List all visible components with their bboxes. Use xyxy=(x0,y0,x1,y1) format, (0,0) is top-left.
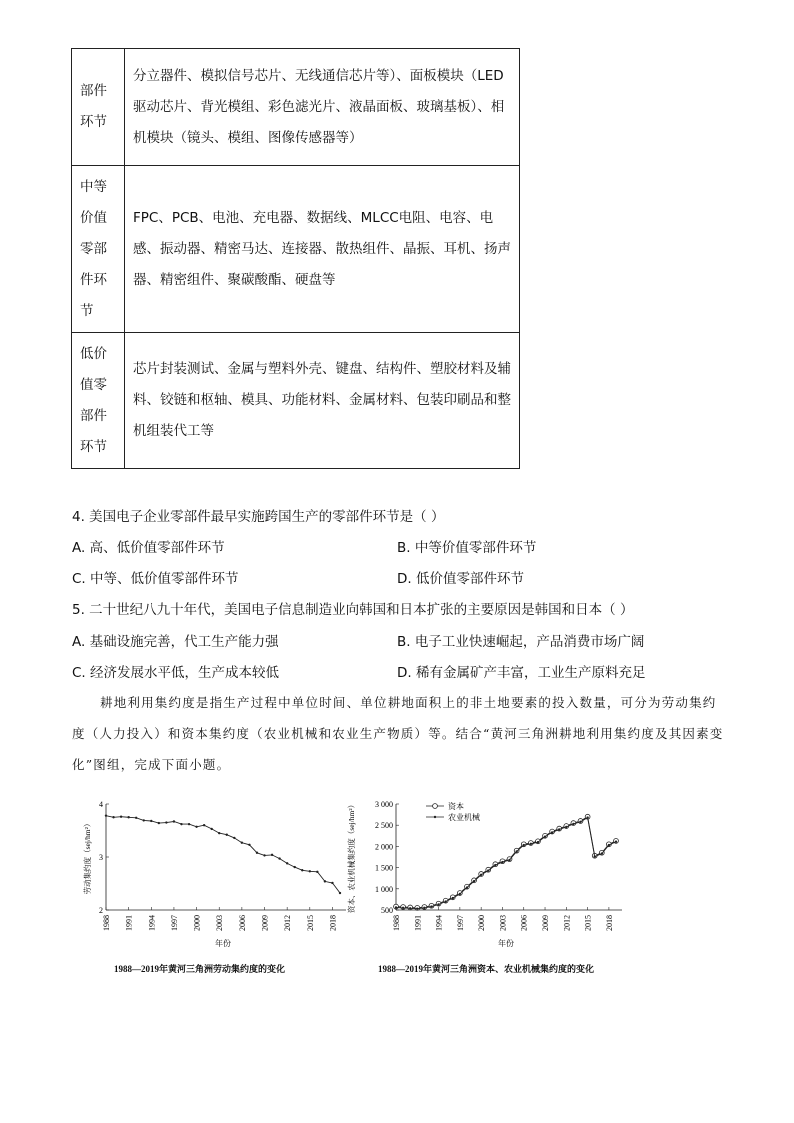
x-tick-label: 2012 xyxy=(283,915,293,931)
data-point xyxy=(112,816,114,818)
intro-paragraph: 耕地利用集约度是指生产过程中单位时间、单位耕地面积上的非土地要素的投入数量，可分为劳动集约度（人力投入）和资本集约度（农业机械和农业生产物质）等。结合“黄河三角洲耕地利用集约度及其因素变化”图组，完成下面小题。 xyxy=(72,695,724,772)
x-tick-label: 2006 xyxy=(237,915,247,931)
table-row-head: 低价值零部件环节 xyxy=(72,333,125,469)
x-tick-label: 2006 xyxy=(519,915,529,931)
x-tick-label: 2009 xyxy=(260,915,270,931)
data-point xyxy=(501,861,503,863)
data-point xyxy=(601,852,603,854)
labor-chart-title: 1988—2019年黄河三角洲劳动集约度的变化 xyxy=(114,964,286,974)
y-tick-label: 2 xyxy=(99,906,103,915)
value-chain-table xyxy=(71,48,520,469)
x-tick-label: 1991 xyxy=(124,915,134,931)
data-point xyxy=(301,869,303,871)
data-point xyxy=(105,814,107,816)
legend-label: 农业机械 xyxy=(448,813,480,822)
table-row-body: 芯片封装测试、金属与塑料外壳、键盘、结构件、塑胶材料及辅料、铰链和枢轴、模具、功能材料、金属材料、包装印刷品和整机组装代工等 xyxy=(125,333,520,469)
y-axis-label: 劳动集约度（sej/hm²） xyxy=(83,819,92,895)
data-point xyxy=(271,854,273,856)
data-point xyxy=(565,826,567,828)
data-point xyxy=(615,841,617,843)
x-tick-label: 2003 xyxy=(498,915,508,931)
data-point xyxy=(203,824,205,826)
q5-stem: 5. 二十世纪八九十年代，美国电子信息制造业向韩国和日本扩张的主要原因是韩国和日本（ ） xyxy=(72,602,634,618)
x-axis-label: 年份 xyxy=(498,939,514,948)
data-point xyxy=(309,870,311,872)
data-point xyxy=(452,897,454,899)
labor-chart-svg xyxy=(72,790,352,960)
data-point xyxy=(286,862,288,864)
table-row-head: 部件环节 xyxy=(72,49,125,166)
capital-intensity-chart xyxy=(340,790,630,965)
y-tick-label: 3 xyxy=(99,853,103,862)
x-tick-label: 2018 xyxy=(328,915,338,931)
data-point xyxy=(459,893,461,895)
x-tick-label: 1991 xyxy=(413,915,423,931)
data-point xyxy=(416,908,418,910)
legend-marker xyxy=(434,816,436,818)
data-point xyxy=(127,816,129,818)
data-point xyxy=(444,900,446,902)
data-point xyxy=(608,844,610,846)
capital-chart-svg xyxy=(340,790,630,960)
data-point xyxy=(158,822,160,824)
series-line xyxy=(106,816,340,893)
data-point xyxy=(508,859,510,861)
data-point xyxy=(515,850,517,852)
x-tick-label: 2000 xyxy=(477,915,487,931)
data-point xyxy=(473,880,475,882)
y-tick-label: 500 xyxy=(381,906,393,915)
x-tick-label: 2018 xyxy=(604,915,614,931)
table-row-head: 中等价值零部件环节 xyxy=(72,166,125,333)
q4-option-d[interactable]: D. 低价值零部件环节 xyxy=(397,571,524,587)
x-tick-label: 2015 xyxy=(305,915,315,931)
q4-option-c[interactable]: C. 中等、低价值零部件环节 xyxy=(72,571,239,587)
data-point xyxy=(551,831,553,833)
data-point xyxy=(594,855,596,857)
data-point xyxy=(150,820,152,822)
data-point xyxy=(579,821,581,823)
q5-option-b[interactable]: B. 电子工业快速崛起，产品消费市场广阔 xyxy=(397,634,645,650)
data-point xyxy=(180,823,182,825)
table-row xyxy=(72,333,520,469)
q4-option-b[interactable]: B. 中等价值零部件环节 xyxy=(397,540,537,556)
q5-option-a[interactable]: A. 基础设施完善，代工生产能力强 xyxy=(72,634,279,650)
data-point xyxy=(537,841,539,843)
y-tick-label: 1 500 xyxy=(375,863,393,873)
data-point xyxy=(165,821,167,823)
legend-label: 资本 xyxy=(448,802,464,811)
data-point xyxy=(544,835,546,837)
data-point xyxy=(423,907,425,909)
data-point xyxy=(195,826,197,828)
data-point xyxy=(530,843,532,845)
data-point xyxy=(466,886,468,888)
data-point xyxy=(409,907,411,909)
data-point xyxy=(248,844,250,846)
x-tick-label: 1994 xyxy=(147,915,157,931)
series-line xyxy=(396,818,616,909)
data-point xyxy=(120,816,122,818)
data-point xyxy=(226,834,228,836)
data-point xyxy=(572,823,574,825)
x-tick-label: 2009 xyxy=(541,915,551,931)
x-tick-label: 2015 xyxy=(583,915,593,931)
data-point xyxy=(278,857,280,859)
y-tick-label: 4 xyxy=(99,800,103,809)
x-tick-label: 2000 xyxy=(192,915,202,931)
x-tick-label: 2003 xyxy=(215,915,225,931)
x-tick-label: 1988 xyxy=(102,915,111,931)
table-row-body: 分立器件、模拟信号芯片、无线通信芯片等）、面板模块（LED驱动芯片、背光模组、彩色滤光片、液晶面板、玻璃基板）、相机模块（镜头、模组、图像传感器等） xyxy=(125,49,520,166)
data-point xyxy=(480,874,482,876)
q4-stem: 4. 美国电子企业零部件最早实施跨国生产的零部件环节是（ ） xyxy=(72,509,445,525)
data-point xyxy=(558,828,560,830)
q4-option-a[interactable]: A. 高、低价值零部件环节 xyxy=(72,540,225,556)
table-row xyxy=(72,49,520,166)
y-tick-label: 3 000 xyxy=(375,800,393,809)
x-tick-label: 2012 xyxy=(562,915,572,931)
data-point xyxy=(210,828,212,830)
x-axis-label: 年份 xyxy=(215,939,231,948)
data-point xyxy=(294,866,296,868)
data-point xyxy=(316,871,318,873)
labor-intensity-chart xyxy=(72,790,352,965)
data-point xyxy=(430,905,432,907)
data-point xyxy=(523,844,525,846)
q5-option-c[interactable]: C. 经济发展水平低，生产成本较低 xyxy=(72,665,280,681)
x-tick-label: 1997 xyxy=(455,915,465,931)
data-point xyxy=(143,819,145,821)
y-tick-label: 1 000 xyxy=(375,884,393,894)
data-point xyxy=(135,817,137,819)
q5-option-d[interactable]: D. 稀有金属矿产丰富，工业生产原料充足 xyxy=(397,665,646,681)
data-point xyxy=(437,903,439,905)
x-tick-label: 1994 xyxy=(434,915,444,931)
data-point xyxy=(218,832,220,834)
table-row xyxy=(72,166,520,333)
data-point xyxy=(586,816,588,818)
y-tick-label: 2 500 xyxy=(375,821,393,831)
y-axis-label: 资本、农业机械集约度（sej/hm²） xyxy=(347,800,356,914)
data-point xyxy=(173,820,175,822)
data-point xyxy=(256,852,258,854)
x-tick-label: 1997 xyxy=(169,915,179,931)
legend-marker xyxy=(433,804,438,809)
y-tick-label: 2 000 xyxy=(375,842,393,852)
data-point xyxy=(331,882,333,884)
table-row-body: FPC、PCB、电池、充电器、数据线、MLCC电阻、电容、电感、振动器、精密马达、连接器、散热组件、晶振、耳机、扬声器、精密组件、聚碳酸酯、硬盘等 xyxy=(125,166,520,333)
series-line xyxy=(396,817,616,908)
data-point xyxy=(395,906,397,908)
data-point xyxy=(494,864,496,866)
capital-chart-title: 1988—2019年黄河三角洲资本、农业机械集约度的变化 xyxy=(378,964,595,974)
data-point xyxy=(402,907,404,909)
data-point xyxy=(263,854,265,856)
x-tick-label: 1988 xyxy=(392,915,401,931)
data-point xyxy=(188,823,190,825)
data-point xyxy=(233,837,235,839)
data-point xyxy=(487,869,489,871)
data-point xyxy=(241,841,243,843)
data-point xyxy=(324,880,326,882)
